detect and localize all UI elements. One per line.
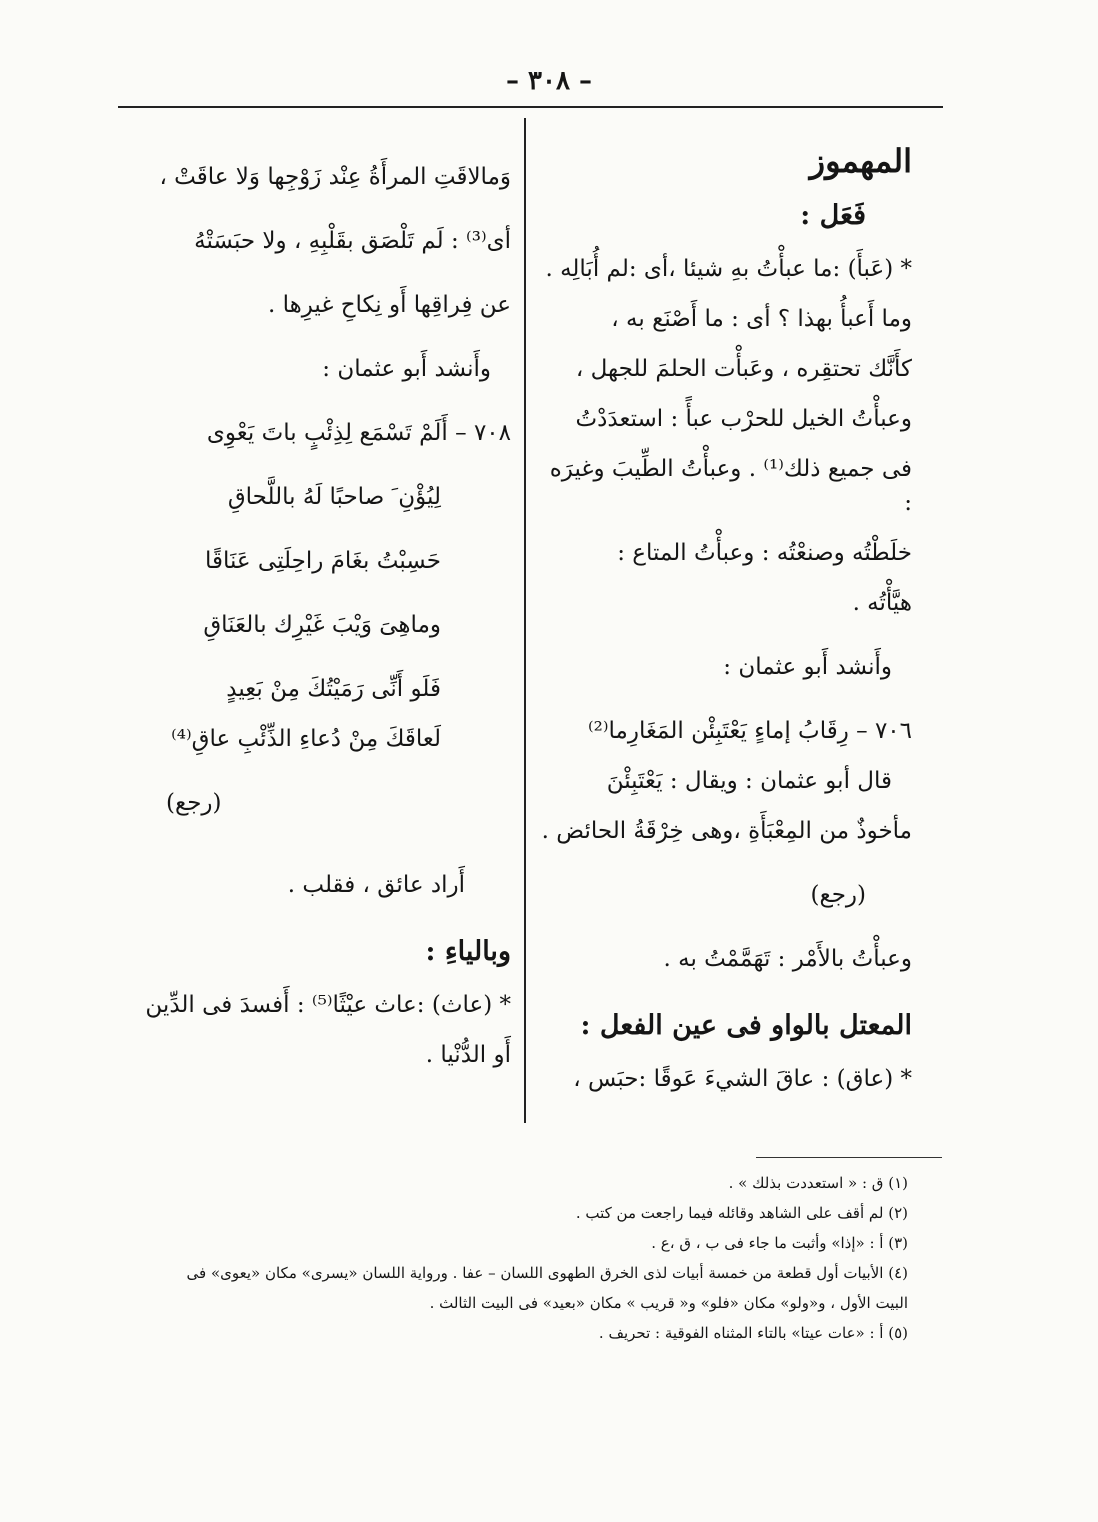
page-number: – ٣٠٨ –: [505, 66, 593, 96]
entry-line: أَو الدُّنْيا .: [425, 1042, 511, 1068]
footnote: (٢) لم أقف على الشاهد وقائله فيما راجعت من كتب .: [575, 1204, 908, 1222]
entry-line: وعبأْتُ بالأَمْر : تَهَمَّمْتُ به .: [663, 946, 912, 972]
entry-line: وما أَعبأُ بهذا ؟ أى : ما أَصْنَع به ،: [611, 306, 912, 332]
footnote: (١) ق : « استعددت بذلك » .: [728, 1174, 908, 1192]
root-ref: (رجع): [166, 790, 222, 816]
footnote: (٤) الأبيات أول قطعة من خمسة أبيات لذى الخرق الطهوى اللسان – عفا . ورواية اللسان «يسرى» مكان «يعوى» فى: [186, 1264, 908, 1282]
footnotes: [128, 1168, 908, 1348]
entry-line: عن فِراقِها أَو نِكاحِ غيرِها .: [267, 292, 511, 318]
entry-line: * (عاق) : عاقَ الشيءَ عَوقًا :حبَس ،: [573, 1066, 912, 1092]
poet-intro: وأَنشد أَبو عثمان :: [322, 356, 491, 382]
poet-intro: وأَنشد أَبو عثمان :: [723, 654, 892, 680]
subheading: وبالياءِ :: [425, 936, 511, 967]
root-ref: (رجع): [810, 882, 866, 908]
footnote: (٥) أ : «عات عيتا» بالتاء المثناه الفوقية : تحريف .: [598, 1324, 908, 1342]
footnote-continuation: البيت الأول ، و«ولو» مكان «فلو» و« قريب » مكان «بعيد» فى البيت الثالث .: [429, 1294, 908, 1312]
entry-line: أى⁽³⁾ : لَم تَلْصَق بقَلْبِهِ ، ولا حبَسَتْهُ: [194, 228, 511, 254]
verse-line: لَعاقَكَ مِنْ دُعاءِ الذِّئْبِ عاقِ⁽⁴⁾: [171, 726, 441, 752]
verse-line: حَسِبْتُ بغَامَ راحِلَتِى عَنَاقًا: [204, 548, 441, 574]
subsection-title: فَعَل :: [800, 200, 866, 231]
verse-line: وماهِىَ وَيْبَ غَيْرِك بالعَنَاقِ: [203, 612, 441, 638]
header-rule: [118, 106, 943, 108]
footnote-rule: [756, 1157, 942, 1158]
entry-line: فى جميع ذلك⁽¹⁾ . وعبأْتُ الطِّيبَ وغيرَه :: [549, 456, 912, 516]
entry-line: وعبأْتُ الخيل للحرْب عبأً : استعدَدْتُ: [575, 406, 912, 432]
entry-line: * (عاث) :عاث عيْثًا⁽⁵⁾ : أَفسدَ فى الدِّين: [145, 992, 511, 1018]
entry-line: * (عَبأَ) :ما عبأْتُ بهِ شيئا ،أى :لم أُبَالِه .: [545, 256, 912, 282]
verse-line: لِيُؤْنِ َ صاحبًا لَهُ باللَّحاقِ: [227, 484, 441, 510]
right-column: [540, 140, 912, 1096]
verse-line: ٧٠٨ – أَلَمْ تَسْمَع لِذِئْبٍ باتَ يَعْوِى: [206, 420, 511, 446]
column-divider: [524, 118, 526, 1123]
comment-line: مأخوذٌ من المِعْبَأَةِ ،وهى خِرْقَةُ الحائض .: [541, 818, 912, 844]
entry-line: كأَنَّك تحتقِره ، وعَبأْت الحلمَ للجهل ،: [575, 356, 912, 382]
subheading: المعتل بالواو فى عين الفعل :: [580, 1010, 912, 1041]
entry-line: خلَطْتُه وصنعْتُه : وعبأْتُ المتاع :: [617, 540, 912, 566]
entry-line: وَمالاقَتِ المرأَةُ عِنْد زَوْجِها وَلا عاقَتْ ،: [159, 164, 511, 190]
verse-line: ٧٠٦ – رِقَابُ إماءٍ يَعْتَبِئْن المَغَارِما⁽²⁾: [587, 718, 912, 744]
section-title: المهموز: [809, 142, 912, 180]
left-column: [126, 160, 511, 1072]
verse-line: فَلَو أَنِّى رَمَيْتُكَ مِنْ بَعِيدٍ: [226, 676, 441, 702]
comment-line: قال أبو عثمان : ويقال : يَعْتَبِئْنَ: [606, 768, 892, 794]
entry-line: هيَّأْتُه .: [852, 590, 912, 616]
footnote: (٣) أ : «إذا» وأثبت ما جاء فى ب ، ق ،ع .: [651, 1234, 908, 1252]
note-line: أَراد عائق ، فقلب .: [287, 872, 465, 898]
